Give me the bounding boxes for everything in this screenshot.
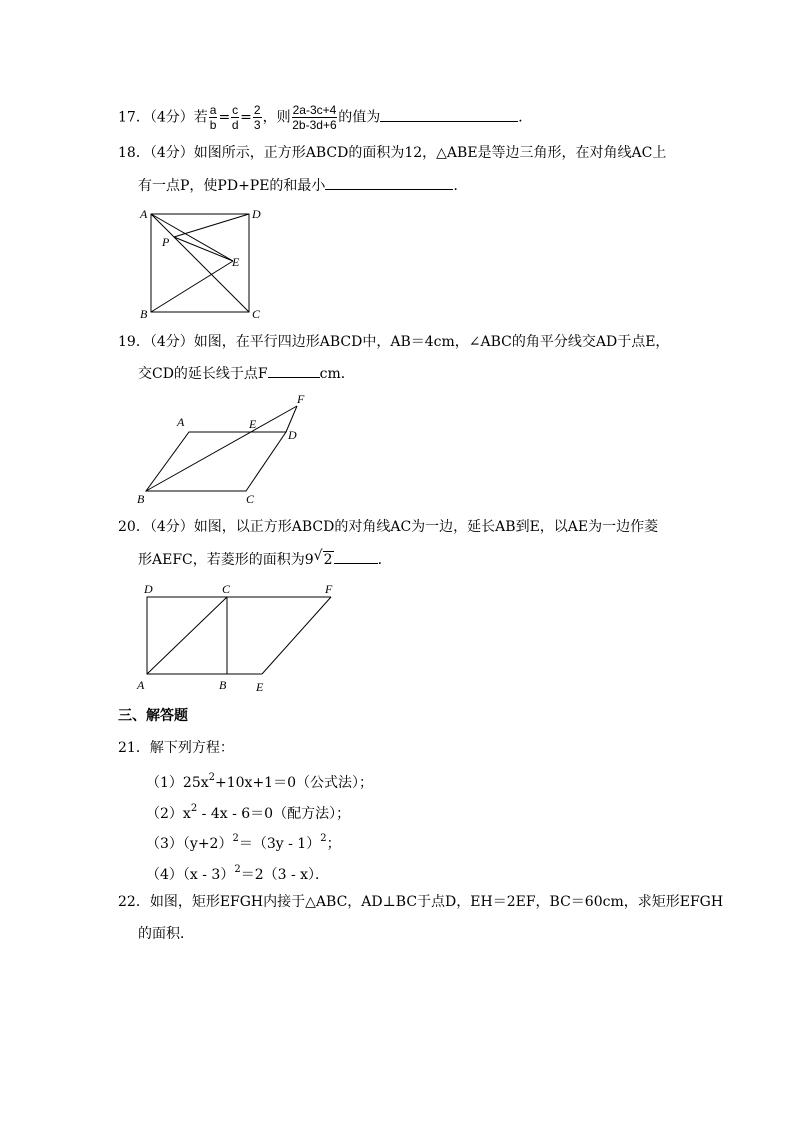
q20-label-d: D	[144, 582, 153, 596]
q17-fraction-c-d	[231, 103, 239, 132]
q20-label-a: A	[137, 678, 145, 692]
question-22-line1: 22．如图，矩形EFGH内接于△ABC，AD⊥BC于点D，EH＝2EF，BC＝60cm，求矩形EFGH	[118, 894, 724, 910]
q18-end: ．	[453, 178, 468, 194]
q17-fraction-expression	[292, 103, 338, 132]
q17-frac2-num: c	[232, 103, 239, 117]
q21-p1-a: （1）25x	[146, 775, 209, 791]
q21-p1-sup: 2	[208, 772, 215, 783]
q18-score: （4分）	[149, 145, 194, 161]
q20-diagonal-ac	[147, 597, 227, 674]
q19-label-f: F	[297, 392, 305, 406]
q17-frac3-den: 3	[253, 118, 261, 132]
q21-part-1	[146, 768, 373, 793]
radical-sign-icon: √	[313, 548, 323, 564]
q21-part-3	[146, 829, 341, 854]
question-21-stem: 21．解下列方程：	[118, 740, 234, 756]
q20-label-b: B	[219, 678, 227, 692]
q19-text-line2: 交CD的延长线于点F	[138, 366, 268, 382]
q21-p2-b: - 4x - 6＝0（配方法）；	[197, 806, 351, 822]
q19-extension-df	[286, 406, 297, 432]
q20-number: 20．	[118, 519, 150, 535]
q20-square	[147, 597, 227, 674]
q19-score: （4分）	[149, 334, 194, 350]
question-19-line1	[118, 332, 669, 352]
q18-diagonal-ac	[151, 214, 249, 312]
q20-score: （4分）	[149, 519, 194, 535]
q19-unit: cm．	[319, 366, 355, 382]
q17-answer-blank[interactable]	[380, 107, 518, 122]
q20-label-e: E	[256, 680, 264, 694]
q17-fraction-2-3	[253, 103, 262, 132]
q18-square	[151, 214, 249, 312]
question-22-line2: 的面积．	[138, 926, 194, 942]
q17-frac1-den: b	[209, 118, 217, 132]
q18-label-c: C	[252, 307, 261, 321]
q21-p2-sup: 2	[190, 803, 198, 814]
q17-frac4-den: 2b-3d+6	[292, 118, 337, 132]
q20-segment-fe	[262, 597, 331, 674]
q17-text-mid: ，则	[262, 109, 291, 126]
q19-label-c: C	[246, 492, 255, 506]
q21-p4-b: ＝2（3 - x）．	[240, 867, 330, 883]
q18-label-p: P	[162, 235, 170, 249]
q21-p3-c: ；	[326, 836, 341, 852]
q18-answer-blank[interactable]	[325, 175, 453, 190]
q20-label-c: C	[222, 582, 231, 596]
q19-label-a: A	[177, 415, 185, 429]
q18-text-line1: 如图所示，正方形ABCD的面积为12，△ABE是等边三角形，在对角线AC上	[193, 145, 667, 161]
q17-eq1: =	[218, 109, 231, 126]
q17-frac1-num: a	[209, 103, 217, 117]
q21-p3-sup1: 2	[232, 833, 239, 844]
q18-segment-pe	[174, 237, 233, 261]
q19-number: 19．	[118, 334, 150, 350]
q21-part-4	[146, 860, 329, 885]
q21-part-2	[146, 799, 350, 824]
q19-answer-blank[interactable]	[268, 363, 320, 378]
q21-p4-sup: 2	[234, 864, 241, 875]
q20-end: ．	[377, 552, 392, 568]
q17-frac4-num: 2a-3c+4	[292, 103, 337, 117]
q18-label-a: A	[140, 207, 148, 221]
question-19-line2	[138, 363, 355, 384]
q17-number: 17．	[118, 109, 150, 126]
q18-text-line2: 有一点P，使PD+PE的和最小	[138, 178, 326, 194]
question-20-line2	[138, 549, 392, 570]
q17-fraction-a-b	[209, 103, 218, 132]
q18-label-b: B	[140, 307, 148, 321]
q21-p1-b: +10x+1＝0（公式法）；	[215, 775, 373, 791]
q17-text-after: 的值为	[338, 109, 381, 126]
q21-p3-a: （3）（y+2）	[146, 836, 233, 852]
q21-p3-sup2: 2	[320, 833, 327, 844]
q18-segment-be	[151, 261, 233, 312]
q21-p2-a: （2）x	[146, 806, 191, 822]
q21-p4-a: （4）（x - 3）	[146, 867, 235, 883]
section-3-heading: 三、解答题	[118, 708, 188, 724]
q20-sqrt	[314, 550, 334, 570]
q17-score: （4分）	[149, 109, 194, 126]
q19-label-e: E	[249, 417, 257, 431]
question-17	[118, 103, 532, 132]
q20-radicand: 2	[323, 552, 333, 568]
q17-frac3-num: 2	[253, 103, 261, 117]
question-18-line1	[118, 143, 666, 163]
q20-answer-blank[interactable]	[334, 549, 378, 564]
q17-end: ．	[518, 109, 533, 126]
q19-label-d: D	[288, 428, 297, 442]
q19-text-line1: 如图，在平行四边形ABCD中，AB＝4cm，∠ABC的角平分线交AD于点E，	[193, 334, 670, 350]
q18-label-d: D	[252, 207, 261, 221]
q18-segment-ae	[151, 214, 233, 261]
q18-number: 18．	[118, 145, 150, 161]
q21-p3-b: ＝（3y - 1）	[238, 836, 321, 852]
q17-text-before: 若	[193, 109, 208, 126]
q20-label-f: F	[325, 582, 333, 596]
q18-label-e: E	[232, 255, 240, 269]
q20-text-line1: 如图，以正方形ABCD的对角线AC为一边，延长AB到E，以AE为一边作菱	[193, 519, 659, 535]
q17-eq2: =	[240, 109, 252, 126]
q19-bisector-bf	[146, 406, 297, 491]
q17-frac2-den: d	[231, 118, 239, 132]
question-18-line2	[138, 175, 467, 196]
q18-segment-pd	[174, 214, 249, 237]
question-20-line1	[118, 517, 658, 537]
q20-text-line2: 形AEFC，若菱形的面积为9	[138, 552, 314, 568]
q19-label-b: B	[137, 492, 145, 506]
q19-parallelogram	[146, 432, 286, 491]
